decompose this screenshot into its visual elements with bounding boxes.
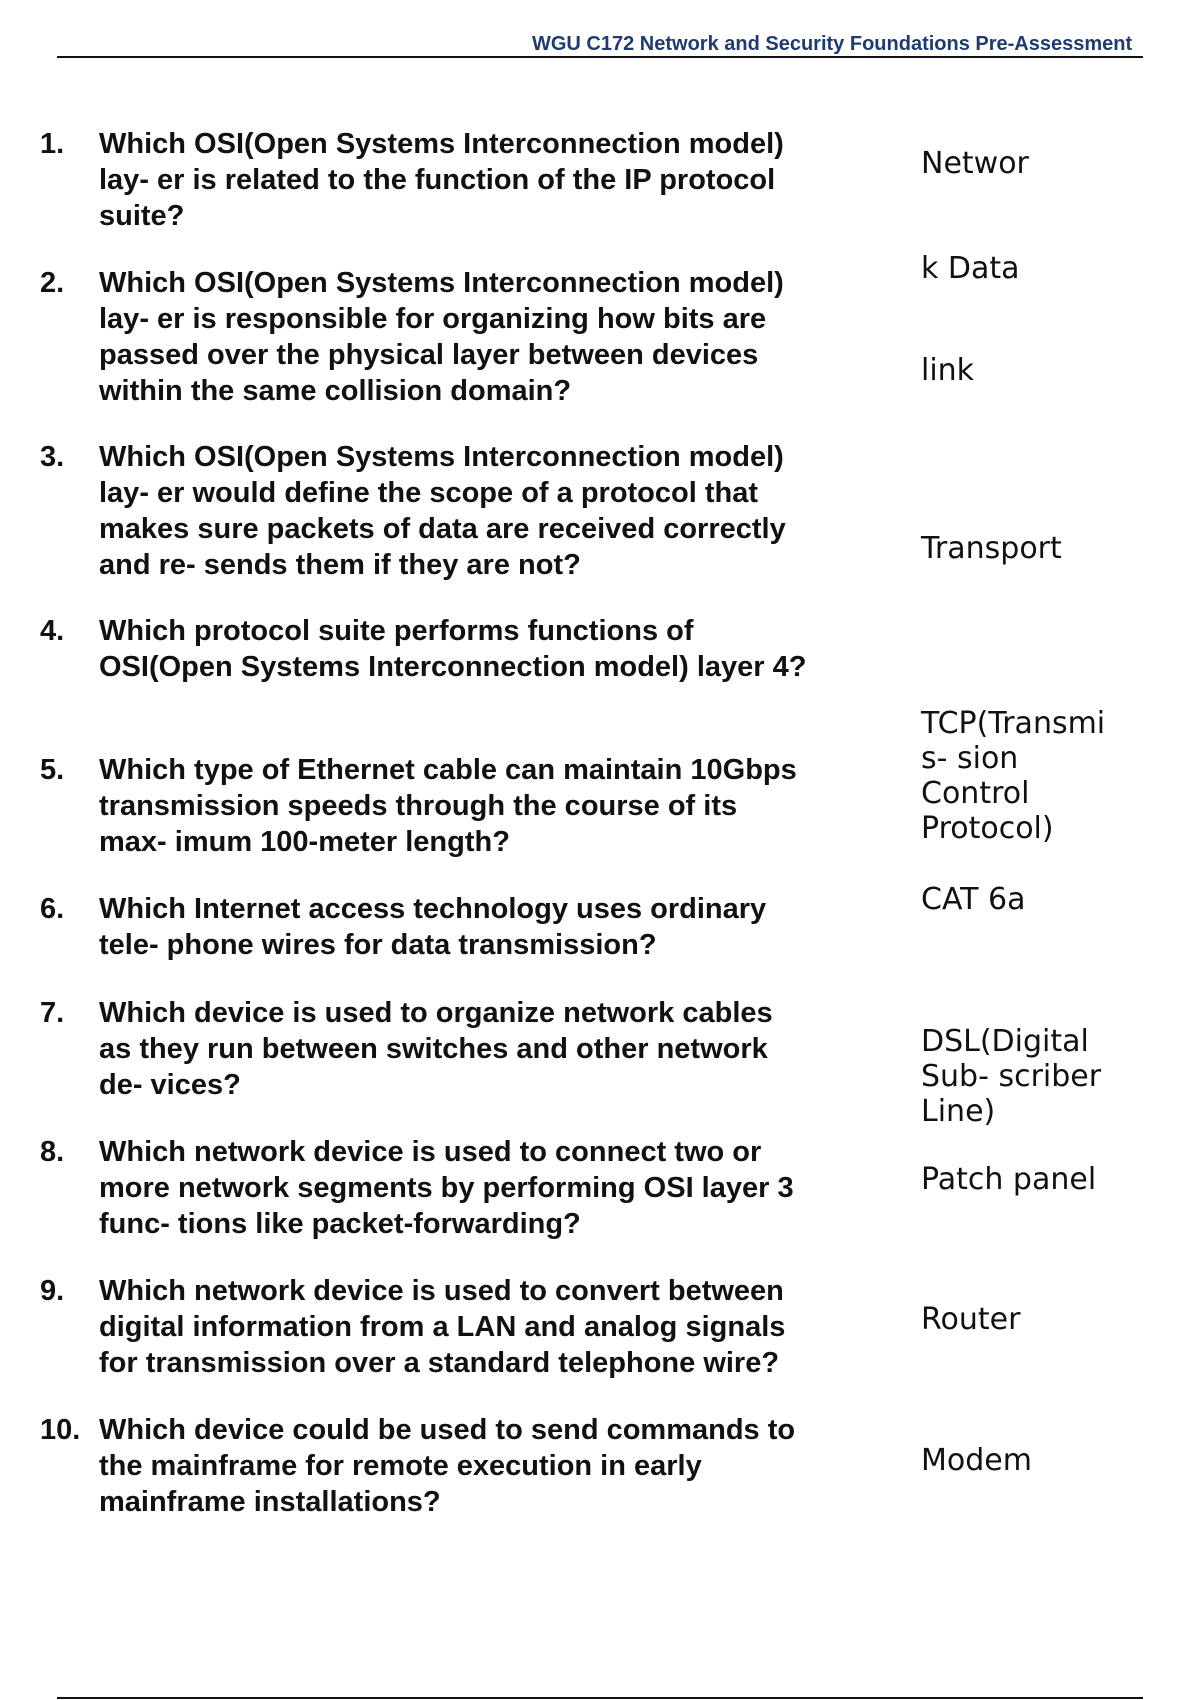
answer-line: Sub- scriber: [921, 1059, 1102, 1094]
answer-item: [921, 1302, 1020, 1337]
question-line: transmission speeds through the course of its: [99, 790, 738, 822]
question-line: within the same collision domain?: [99, 375, 572, 407]
question-line: lay- er is related to the function of the IP protocol: [99, 164, 776, 196]
answer-line: Patch panel: [921, 1162, 1097, 1197]
answer-line: Networ: [921, 146, 1029, 181]
answer-line: TCP(Transmi: [921, 706, 1106, 741]
question-line: de- vices?: [99, 1069, 241, 1101]
question-line: max- imum 100-meter length?: [99, 826, 510, 858]
question-line: Which OSI(Open Systems Interconnection model): [99, 267, 784, 299]
answer-line: link: [921, 353, 975, 388]
answer-line: Control: [921, 776, 1030, 811]
question-text: [99, 1412, 889, 1520]
footer-rule: [57, 1697, 1143, 1699]
question-text: [99, 126, 889, 234]
question-line: lay- er would define the scope of a protocol that: [99, 477, 759, 509]
question-number: 8.: [40, 1136, 65, 1168]
question-line: passed over the physical layer between devices: [99, 339, 759, 371]
question-text: [99, 752, 889, 860]
question-line: Which OSI(Open Systems Interconnection model): [99, 128, 784, 160]
question-line: mainframe installations?: [99, 1486, 441, 1518]
question-line: for transmission over a standard telephone wire?: [99, 1347, 780, 1379]
question-line: lay- er is responsible for organizing how bits are: [99, 303, 767, 335]
question-line: Which device could be used to send commands to: [99, 1414, 796, 1446]
question-number: 6.: [40, 893, 65, 925]
answer-item: [921, 353, 974, 388]
question-line: Which protocol suite performs functions of: [99, 615, 694, 647]
answer-line: Line): [921, 1094, 996, 1129]
question-number: 9.: [40, 1275, 65, 1307]
answer-line: Protocol): [921, 811, 1054, 846]
question-line: Which network device is used to convert between: [99, 1275, 784, 1307]
header-title: WGU C172 Network and Security Foundations Pre-Assessment: [532, 33, 1133, 55]
question-text: [99, 1273, 889, 1381]
question-number: 7.: [40, 997, 65, 1029]
question-line: Which type of Ethernet cable can maintain 10Gbps: [99, 754, 797, 786]
question-number: 3.: [40, 441, 65, 473]
answer-line: Modem: [921, 1443, 1032, 1478]
question-line: more network segments by performing OSI layer 3: [99, 1172, 794, 1204]
question-number: 10.: [40, 1414, 81, 1446]
question-line: digital information from a LAN and analog signals: [99, 1311, 786, 1343]
question-line: the mainframe for remote execution in early: [99, 1450, 702, 1482]
question-text: [99, 439, 889, 583]
question-line: Which device is used to organize network cables: [99, 997, 773, 1029]
question-line: OSI(Open Systems Interconnection model) layer 4?: [99, 651, 807, 683]
answer-item: [921, 882, 1025, 917]
question-text: [99, 995, 889, 1103]
answer-item: [921, 1162, 1096, 1197]
question-line: suite?: [99, 200, 185, 232]
answer-line: CAT 6a: [921, 882, 1026, 917]
answer-line: Router: [921, 1302, 1021, 1337]
question-line: makes sure packets of data are received correctly: [99, 513, 786, 545]
answer-line: DSL(Digital: [921, 1024, 1089, 1059]
question-line: as they run between switches and other network: [99, 1033, 768, 1065]
question-number: 5.: [40, 754, 65, 786]
question-line: Which network device is used to connect two or: [99, 1136, 762, 1168]
answer-item: [921, 251, 1020, 286]
answer-line: Transport: [921, 531, 1062, 566]
answer-item: [921, 1024, 1101, 1129]
answer-item: [921, 1443, 1032, 1478]
question-line: tele- phone wires for data transmission?: [99, 929, 657, 961]
question-text: [99, 265, 889, 409]
question-line: Which Internet access technology uses ordinary: [99, 893, 767, 925]
question-number: 2.: [40, 267, 65, 299]
question-line: Which OSI(Open Systems Interconnection model): [99, 441, 784, 473]
question-line: and re- sends them if they are not?: [99, 549, 581, 581]
answer-item: [921, 706, 1105, 846]
answer-item: [921, 531, 1062, 566]
question-number: 4.: [40, 615, 65, 647]
answer-line: s- sion: [921, 741, 1019, 776]
question-text: [99, 613, 889, 685]
question-text: [99, 891, 889, 963]
header-rule: [57, 56, 1143, 58]
question-number: 1.: [40, 128, 65, 160]
answer-item: [921, 146, 1029, 181]
answer-line: k Data: [921, 251, 1020, 286]
question-text: [99, 1134, 889, 1242]
question-line: func- tions like packet-forwarding?: [99, 1208, 581, 1240]
